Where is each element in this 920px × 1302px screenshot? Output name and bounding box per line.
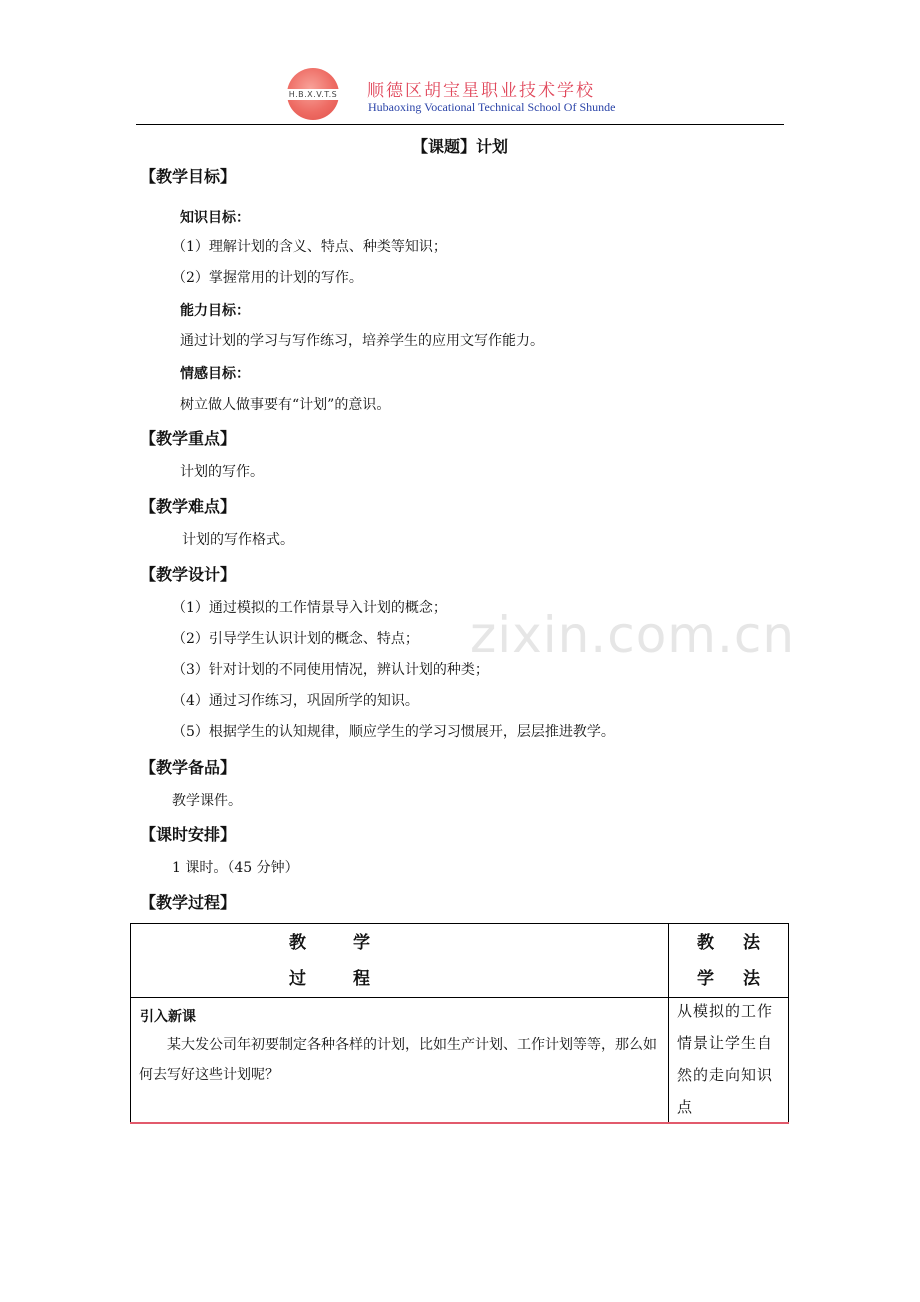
header-char-xue: 学 (353, 933, 370, 953)
knowledge-item-2: （2）掌握常用的计划的写作。 (172, 270, 363, 286)
ability-text: 通过计划的学习与写作练习，培养学生的应用文写作能力。 (180, 333, 544, 349)
process-table (130, 923, 789, 1124)
header-divider (136, 124, 784, 125)
design-heading: 【教学设计】 (140, 565, 237, 584)
design-item-1: （1）通过模拟的工作情景导入计划的概念； (172, 600, 447, 616)
difficulty-heading: 【教学难点】 (140, 497, 237, 516)
emotion-label: 情感目标： (180, 366, 250, 382)
watermark: zixin.com.cn (470, 606, 796, 664)
header-char-fa: 法 (743, 933, 760, 953)
ability-label: 能力目标： (180, 303, 250, 319)
schedule-text: 1 课时。（45 分钟） (172, 860, 299, 876)
school-logo (287, 68, 339, 120)
process-heading: 【教学过程】 (140, 893, 237, 912)
header-char-guo: 过 (289, 969, 306, 989)
design-item-3: （3）针对计划的不同使用情况，辨认计划的种类； (172, 662, 489, 678)
row-title: 引入新课 (140, 1009, 196, 1025)
header-char-jiao2: 教 (697, 933, 714, 953)
schedule-heading: 【课时安排】 (140, 825, 237, 844)
row-body: 某大发公司年初要制定各种各样的计划，比如生产计划、工作计划等等，那么如何去写好这些计划呢？ (139, 1037, 657, 1083)
difficulty-text: 计划的写作格式。 (182, 532, 294, 548)
knowledge-item-1: （1）理解计划的含义、特点、种类等知识； (172, 239, 447, 255)
header-char-cheng: 程 (353, 969, 370, 989)
keypoint-text: 计划的写作。 (180, 464, 264, 480)
design-item-4: （4）通过习作练习，巩固所学的知识。 (172, 693, 419, 709)
objectives-heading: 【教学目标】 (140, 167, 237, 186)
school-name-en: Hubaoxing Vocational Technical School Of Shunde (368, 100, 616, 114)
page-title: 【课题】计划 (411, 137, 508, 156)
design-item-2: （2）引导学生认识计划的概念、特点； (172, 631, 419, 647)
knowledge-label: 知识目标： (180, 210, 250, 226)
logo-text: H.B.X.V.T.S (285, 89, 341, 100)
header-char-xue2: 学 (697, 969, 714, 989)
emotion-text: 树立做人做事要有“计划”的意识。 (180, 397, 391, 413)
keypoint-heading: 【教学重点】 (140, 429, 237, 448)
header-char-jiao: 教 (289, 933, 306, 953)
materials-text: 教学课件。 (172, 793, 242, 809)
materials-heading: 【教学备品】 (140, 758, 237, 777)
table-column-divider (668, 924, 669, 1124)
school-name-cn: 顺德区胡宝星职业技术学校 (367, 81, 595, 101)
row-method: 从模拟的工作情景让学生自然的走向知识点 (677, 1002, 774, 1116)
header-char-fa2: 法 (743, 969, 760, 989)
design-item-5: （5）根据学生的认知规律，顺应学生的学习习惯展开，层层推进教学。 (172, 724, 615, 740)
